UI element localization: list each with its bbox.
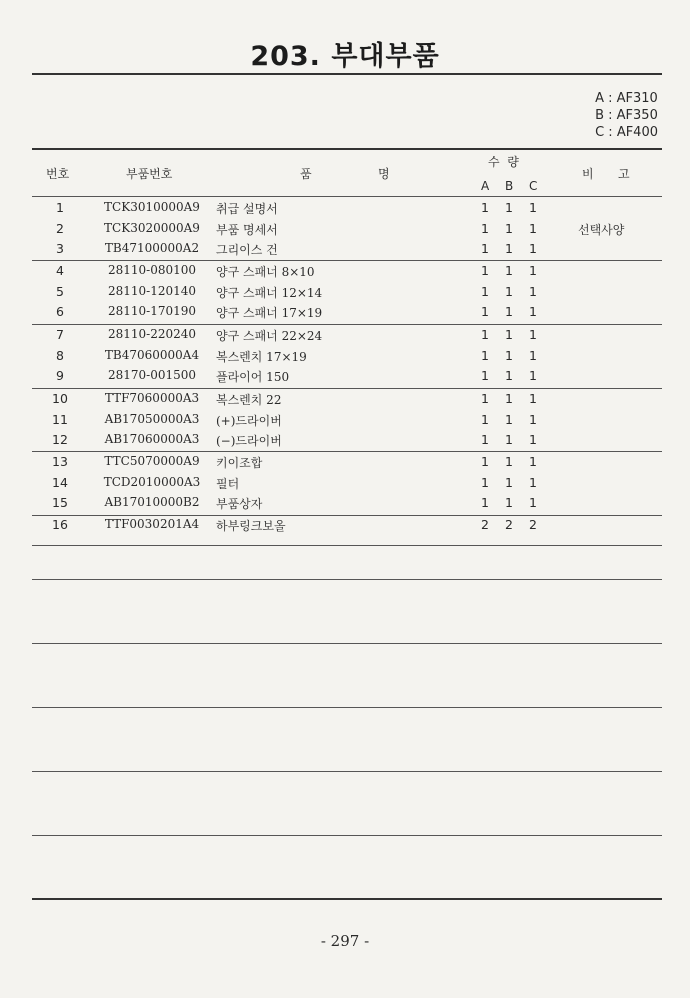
item-qty-b: 1 <box>505 474 513 490</box>
item-qty-c: 1 <box>529 368 537 383</box>
item-part-number: TTF7060000A3 <box>104 391 200 405</box>
table-row <box>32 263 662 283</box>
item-qty-a: 1 <box>481 304 489 319</box>
item-qty-c: 1 <box>529 474 537 490</box>
item-qty-c: 1 <box>529 432 537 447</box>
group-separator <box>32 515 662 516</box>
item-qty-b: 1 <box>505 347 513 363</box>
item-qty-c: 1 <box>529 283 537 299</box>
header-name-1: 품 <box>300 167 312 181</box>
table-row <box>32 368 662 388</box>
item-qty-b: 1 <box>505 304 513 319</box>
item-part-number: 28110-120140 <box>107 283 197 298</box>
item-name: 하부링크보올 <box>216 519 286 533</box>
item-qty-c: 1 <box>529 347 537 363</box>
item-name: 양구 스패너 12×14 <box>216 285 323 300</box>
header-no: 번호 <box>46 167 70 181</box>
item-number: 16 <box>52 517 68 532</box>
item-part-number: TB47100000A2 <box>104 241 200 255</box>
item-name: 필터 <box>216 476 240 491</box>
header-name-2: 명 <box>378 167 390 181</box>
item-number: 14 <box>52 474 68 490</box>
item-name: 양구 스패너 22×24 <box>216 329 323 343</box>
header-part-no: 부품번호 <box>126 167 173 181</box>
item-qty-b: 1 <box>505 241 513 256</box>
table-row <box>32 304 662 324</box>
header-note-2: 고 <box>618 167 630 181</box>
bottom-rule <box>32 898 662 900</box>
item-qty-c: 1 <box>529 220 537 236</box>
table-row <box>32 391 662 411</box>
page-title: 203. 부대부품 <box>250 41 440 72</box>
item-qty-b: 1 <box>505 200 513 215</box>
item-qty-a: 1 <box>481 347 489 363</box>
model-legend <box>595 90 658 141</box>
item-qty-a: 1 <box>481 263 489 278</box>
item-name: 키이조합 <box>216 456 263 470</box>
item-qty-b: 1 <box>505 432 513 447</box>
blank-rule <box>32 771 662 772</box>
item-number: 10 <box>52 391 68 406</box>
header-note-1: 비 <box>582 167 594 181</box>
item-qty-b: 1 <box>505 368 513 383</box>
item-part-number: TTC5070000A9 <box>104 454 200 468</box>
item-number: 2 <box>56 220 64 236</box>
blank-rule <box>32 643 662 644</box>
item-qty-a: 1 <box>481 200 489 215</box>
item-qty-c: 1 <box>529 411 537 427</box>
item-qty-c: 1 <box>529 391 537 406</box>
item-part-number: TCK3010000A9 <box>104 200 200 214</box>
item-number: 5 <box>56 283 64 299</box>
item-qty-a: 1 <box>481 495 489 510</box>
item-name: 양구 스패너 8×10 <box>216 265 315 279</box>
item-number: 11 <box>52 411 68 427</box>
item-qty-a: 1 <box>481 283 489 299</box>
item-name: 복스렌치 17×19 <box>216 349 307 364</box>
table-row <box>32 221 662 241</box>
item-qty-a: 1 <box>481 220 489 236</box>
item-qty-b: 1 <box>505 495 513 510</box>
item-name: 부품상자 <box>216 497 263 511</box>
item-note: 선택사양 <box>578 222 625 237</box>
item-qty-a: 2 <box>481 517 489 532</box>
item-qty-b: 2 <box>505 517 513 532</box>
table-row <box>32 454 662 474</box>
group-separator <box>32 260 662 261</box>
item-number: 3 <box>56 241 64 256</box>
blank-rule <box>32 707 662 708</box>
item-number: 7 <box>56 327 64 342</box>
item-number: 13 <box>52 454 68 469</box>
header-qty: 수 량 <box>488 155 519 169</box>
item-part-number: 28110-170190 <box>107 304 197 318</box>
item-qty-c: 1 <box>529 241 537 256</box>
item-qty-c: 1 <box>529 327 537 342</box>
item-qty-a: 1 <box>481 411 489 427</box>
item-part-number: 28110-080100 <box>107 263 197 277</box>
table-row <box>32 327 662 347</box>
item-number: 4 <box>56 263 64 278</box>
table-row <box>32 517 662 537</box>
item-part-number: 28110-220240 <box>107 327 197 341</box>
item-qty-a: 1 <box>481 474 489 490</box>
item-qty-b: 1 <box>505 327 513 342</box>
item-name: 부품 명세서 <box>216 222 278 237</box>
item-qty-b: 1 <box>505 391 513 406</box>
item-qty-a: 1 <box>481 241 489 256</box>
item-name: 양구 스패너 17×19 <box>216 306 323 320</box>
item-name: 복스렌치 22 <box>216 393 282 407</box>
item-number: 6 <box>56 304 64 319</box>
item-qty-b: 1 <box>505 454 513 469</box>
header-qty-a: A <box>481 179 490 193</box>
title-rule <box>32 73 662 75</box>
item-part-number: TCD2010000A3 <box>103 474 201 489</box>
item-qty-a: 1 <box>481 368 489 383</box>
item-number: 12 <box>52 432 68 447</box>
item-qty-a: 1 <box>481 454 489 469</box>
item-number: 1 <box>56 200 64 215</box>
item-qty-b: 1 <box>505 263 513 278</box>
model-b: B : AF350 <box>595 108 658 123</box>
header-bottom-rule <box>32 196 662 197</box>
blank-rule <box>32 835 662 836</box>
header-top-rule <box>32 148 662 150</box>
table-row <box>32 495 662 515</box>
item-name: 플라이어 150 <box>216 370 290 384</box>
header-qty-b: B <box>505 179 514 193</box>
item-qty-a: 1 <box>481 391 489 406</box>
header-qty-c: C <box>529 179 538 193</box>
item-name: 그리이스 건 <box>216 243 278 257</box>
group-separator <box>32 388 662 389</box>
item-part-number: TB47060000A4 <box>104 347 200 362</box>
table-row <box>32 200 662 220</box>
table-row <box>32 284 662 304</box>
table-row <box>32 348 662 368</box>
item-qty-c: 1 <box>529 200 537 215</box>
item-qty-c: 2 <box>529 517 537 532</box>
item-name: (−)드라이버 <box>216 434 282 448</box>
item-number: 15 <box>52 495 68 510</box>
table-row <box>32 432 662 452</box>
group-separator <box>32 324 662 325</box>
item-qty-c: 1 <box>529 454 537 469</box>
table-row <box>32 241 662 261</box>
item-qty-b: 1 <box>505 283 513 299</box>
item-part-number: TCK3020000A9 <box>104 220 200 235</box>
item-part-number: 28170-001500 <box>107 368 197 382</box>
item-qty-b: 1 <box>505 411 513 427</box>
item-part-number: AB17010000B2 <box>104 495 200 509</box>
item-name: 취급 설명서 <box>216 202 278 216</box>
item-qty-a: 1 <box>481 327 489 342</box>
table-row <box>32 412 662 432</box>
item-qty-c: 1 <box>529 263 537 278</box>
blank-rule <box>32 579 662 580</box>
model-c: C : AF400 <box>595 125 658 140</box>
item-part-number: AB17050000A3 <box>104 411 200 426</box>
item-number: 8 <box>56 347 64 363</box>
item-number: 9 <box>56 368 64 383</box>
item-qty-a: 1 <box>481 432 489 447</box>
item-qty-c: 1 <box>529 495 537 510</box>
item-name: (+)드라이버 <box>216 413 282 428</box>
item-part-number: TTF0030201A4 <box>104 517 200 531</box>
page-number: - 297 - <box>320 932 370 950</box>
item-part-number: AB17060000A3 <box>104 432 200 446</box>
group-separator <box>32 451 662 452</box>
item-qty-b: 1 <box>505 220 513 236</box>
table-row <box>32 475 662 495</box>
model-a: A : AF310 <box>595 91 658 106</box>
group-separator <box>32 545 662 546</box>
item-qty-c: 1 <box>529 304 537 319</box>
